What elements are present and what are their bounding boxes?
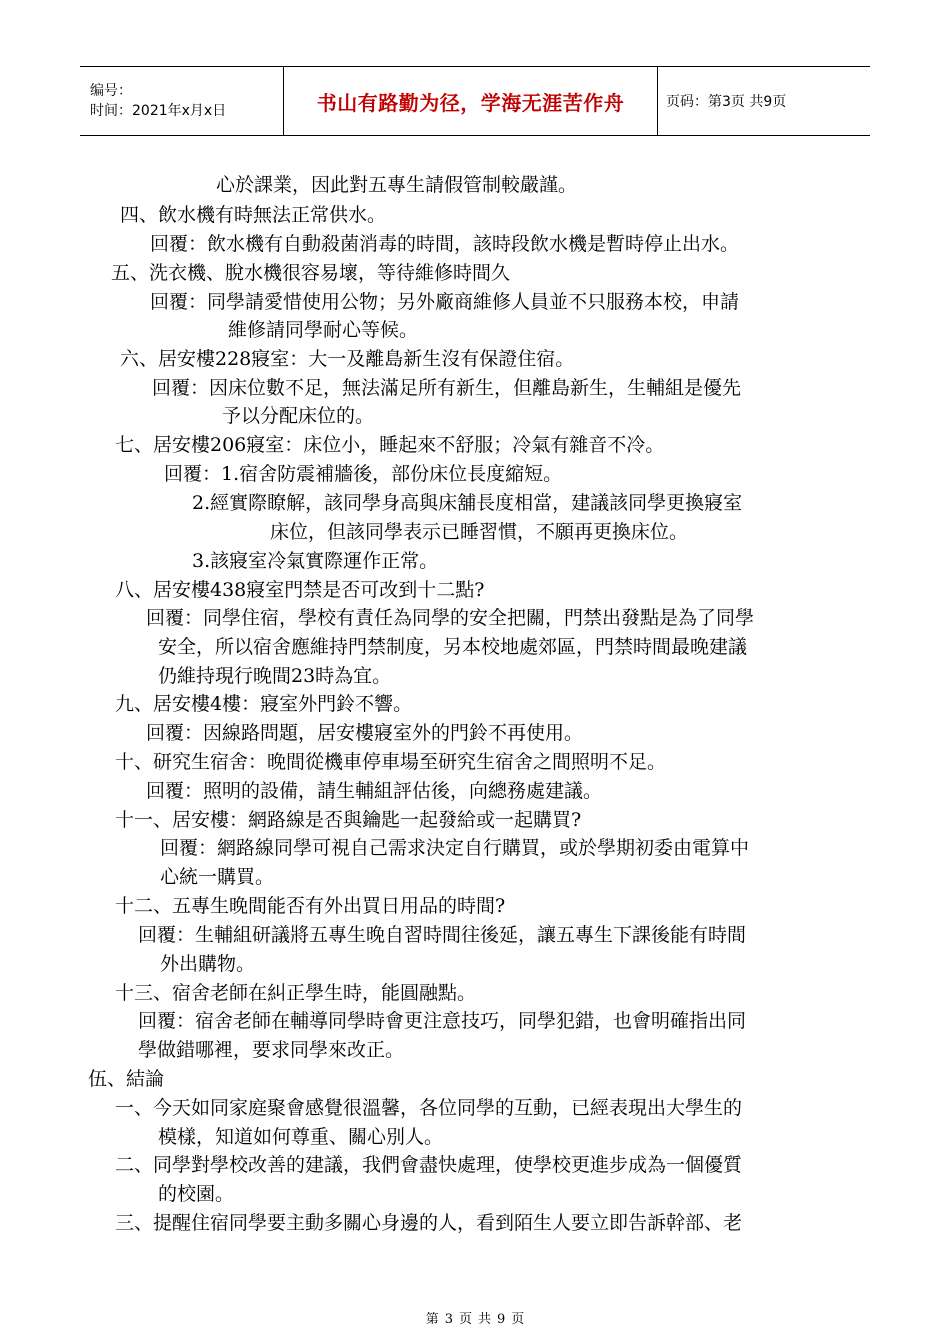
body-line: 十、研究生宿舍：晚間從機車停車場至研究生宿舍之間照明不足。 [115,751,667,773]
body-line: 十一、居安樓：網路線是否與鑰匙一起發給或一起購買? [115,809,582,831]
footer-current-page: 3 [444,1312,453,1327]
body-line: 回覆：網路線同學可視自己需求決定自行購買，或於學期初委由電算中 [160,837,750,859]
body-line: 二、同學對學校改善的建議，我們會盡快處理，使學校更進步成為一個優質 [115,1154,743,1176]
body-line: 五、洗衣機、脫水機很容易壞，等待維修時間久 [111,262,511,284]
header-meta [80,67,284,135]
body-line: 予以分配床位的。 [222,405,375,427]
body-line: 回覆：照明的設備，請生輔組評估後，向總務處建議。 [146,780,603,802]
header-page-info: 页码：第3页 共9页 [666,94,787,110]
body-line: 九、居安樓4樓：寢室外門鈴不響。 [115,693,413,715]
page-header [80,66,870,136]
body-line: 回覆：因床位數不足，無法滿足所有新生，但離島新生，生輔組是優先 [152,377,742,399]
body-line: 三、提醒住宿同學要主動多關心身邊的人，看到陌生人要立即告訴幹部、老 [115,1212,743,1234]
body-line: 十三、宿舍老師在糾正學生時，能圓融點。 [115,982,477,1004]
body-line: 回覆：同學住宿，學校有責任為同學的安全把關，門禁出發點是為了同學 [146,607,755,629]
footer-text: 共 [478,1312,492,1327]
body-line: 一、今天如同家庭聚會感覺很溫馨，各位同學的互動，已經表現出大學生的 [115,1097,743,1119]
body-line: 回覆：同學請愛惜使用公物；另外廠商維修人員並不只服務本校，申請 [150,291,740,313]
page-footer [0,1308,950,1327]
body-line: 2.經實際瞭解，該同學身高與床舖長度相當，建議該同學更換寢室 [192,492,743,514]
body-line: 模樣，知道如何尊重、關心別人。 [158,1126,444,1148]
body-line: 仍維持現行晚間23時為宜。 [158,665,392,687]
body-line: 心於課業，因此對五專生請假管制較嚴謹。 [216,174,578,196]
body-line: 回覆：1.宿舍防震補牆後，部份床位長度縮短。 [164,463,563,485]
body-line: 學做錯哪裡，要求同學來改正。 [138,1039,405,1061]
document-time-label: 时间：2021年x月x日 [90,103,227,119]
body-line: 回覆：因線路問題，居安樓寢室外的門鈴不再使用。 [146,722,584,744]
body-line: 安全，所以宿舍應維持門禁制度，另本校地處郊區，門禁時間最晚建議 [158,636,748,658]
body-line: 維修請同學耐心等候。 [228,319,419,341]
body-line: 十二、五專生晚間能否有外出買日用品的時間? [115,895,506,917]
footer-text: 页 [458,1312,472,1327]
header-motto: 书山有路勤为径，学海无涯苦作舟 [284,67,658,135]
footer-text: 第 [425,1312,439,1327]
footer-text: 页 [511,1312,525,1327]
body-line: 外出購物。 [160,953,256,975]
body-line: 八、居安樓438寢室門禁是否可改到十二點? [115,579,485,601]
body-line: 3.該寢室冷氣實際運作正常。 [192,550,439,572]
body-line: 六、居安樓228寢室：大一及離島新生沒有保證住宿。 [120,348,575,370]
body-line: 四、飲水機有時無法正常供水。 [120,204,387,226]
section-heading: 伍、結論 [88,1068,165,1090]
body-line: 的校園。 [158,1183,235,1205]
body-line: 回覆：生輔組研議將五專生晚自習時間往後延，讓五專生下課後能有時間 [138,924,747,946]
body-line: 心統一購買。 [160,866,275,888]
body-line: 回覆：宿舍老師在輔導同學時會更注意技巧，同學犯錯，也會明確指出同 [138,1010,747,1032]
body-line: 回覆：飲水機有自動殺菌消毒的時間，該時段飲水機是暫時停止出水。 [150,233,740,255]
body-line: 七、居安樓206寢室：床位小，睡起來不舒服；冷氣有雜音不冷。 [115,434,665,456]
body-line: 床位，但該同學表示已睡習慣，不願再更換床位。 [270,521,689,543]
footer-total-pages: 9 [497,1312,506,1327]
document-number-label: 编号： [90,83,132,99]
